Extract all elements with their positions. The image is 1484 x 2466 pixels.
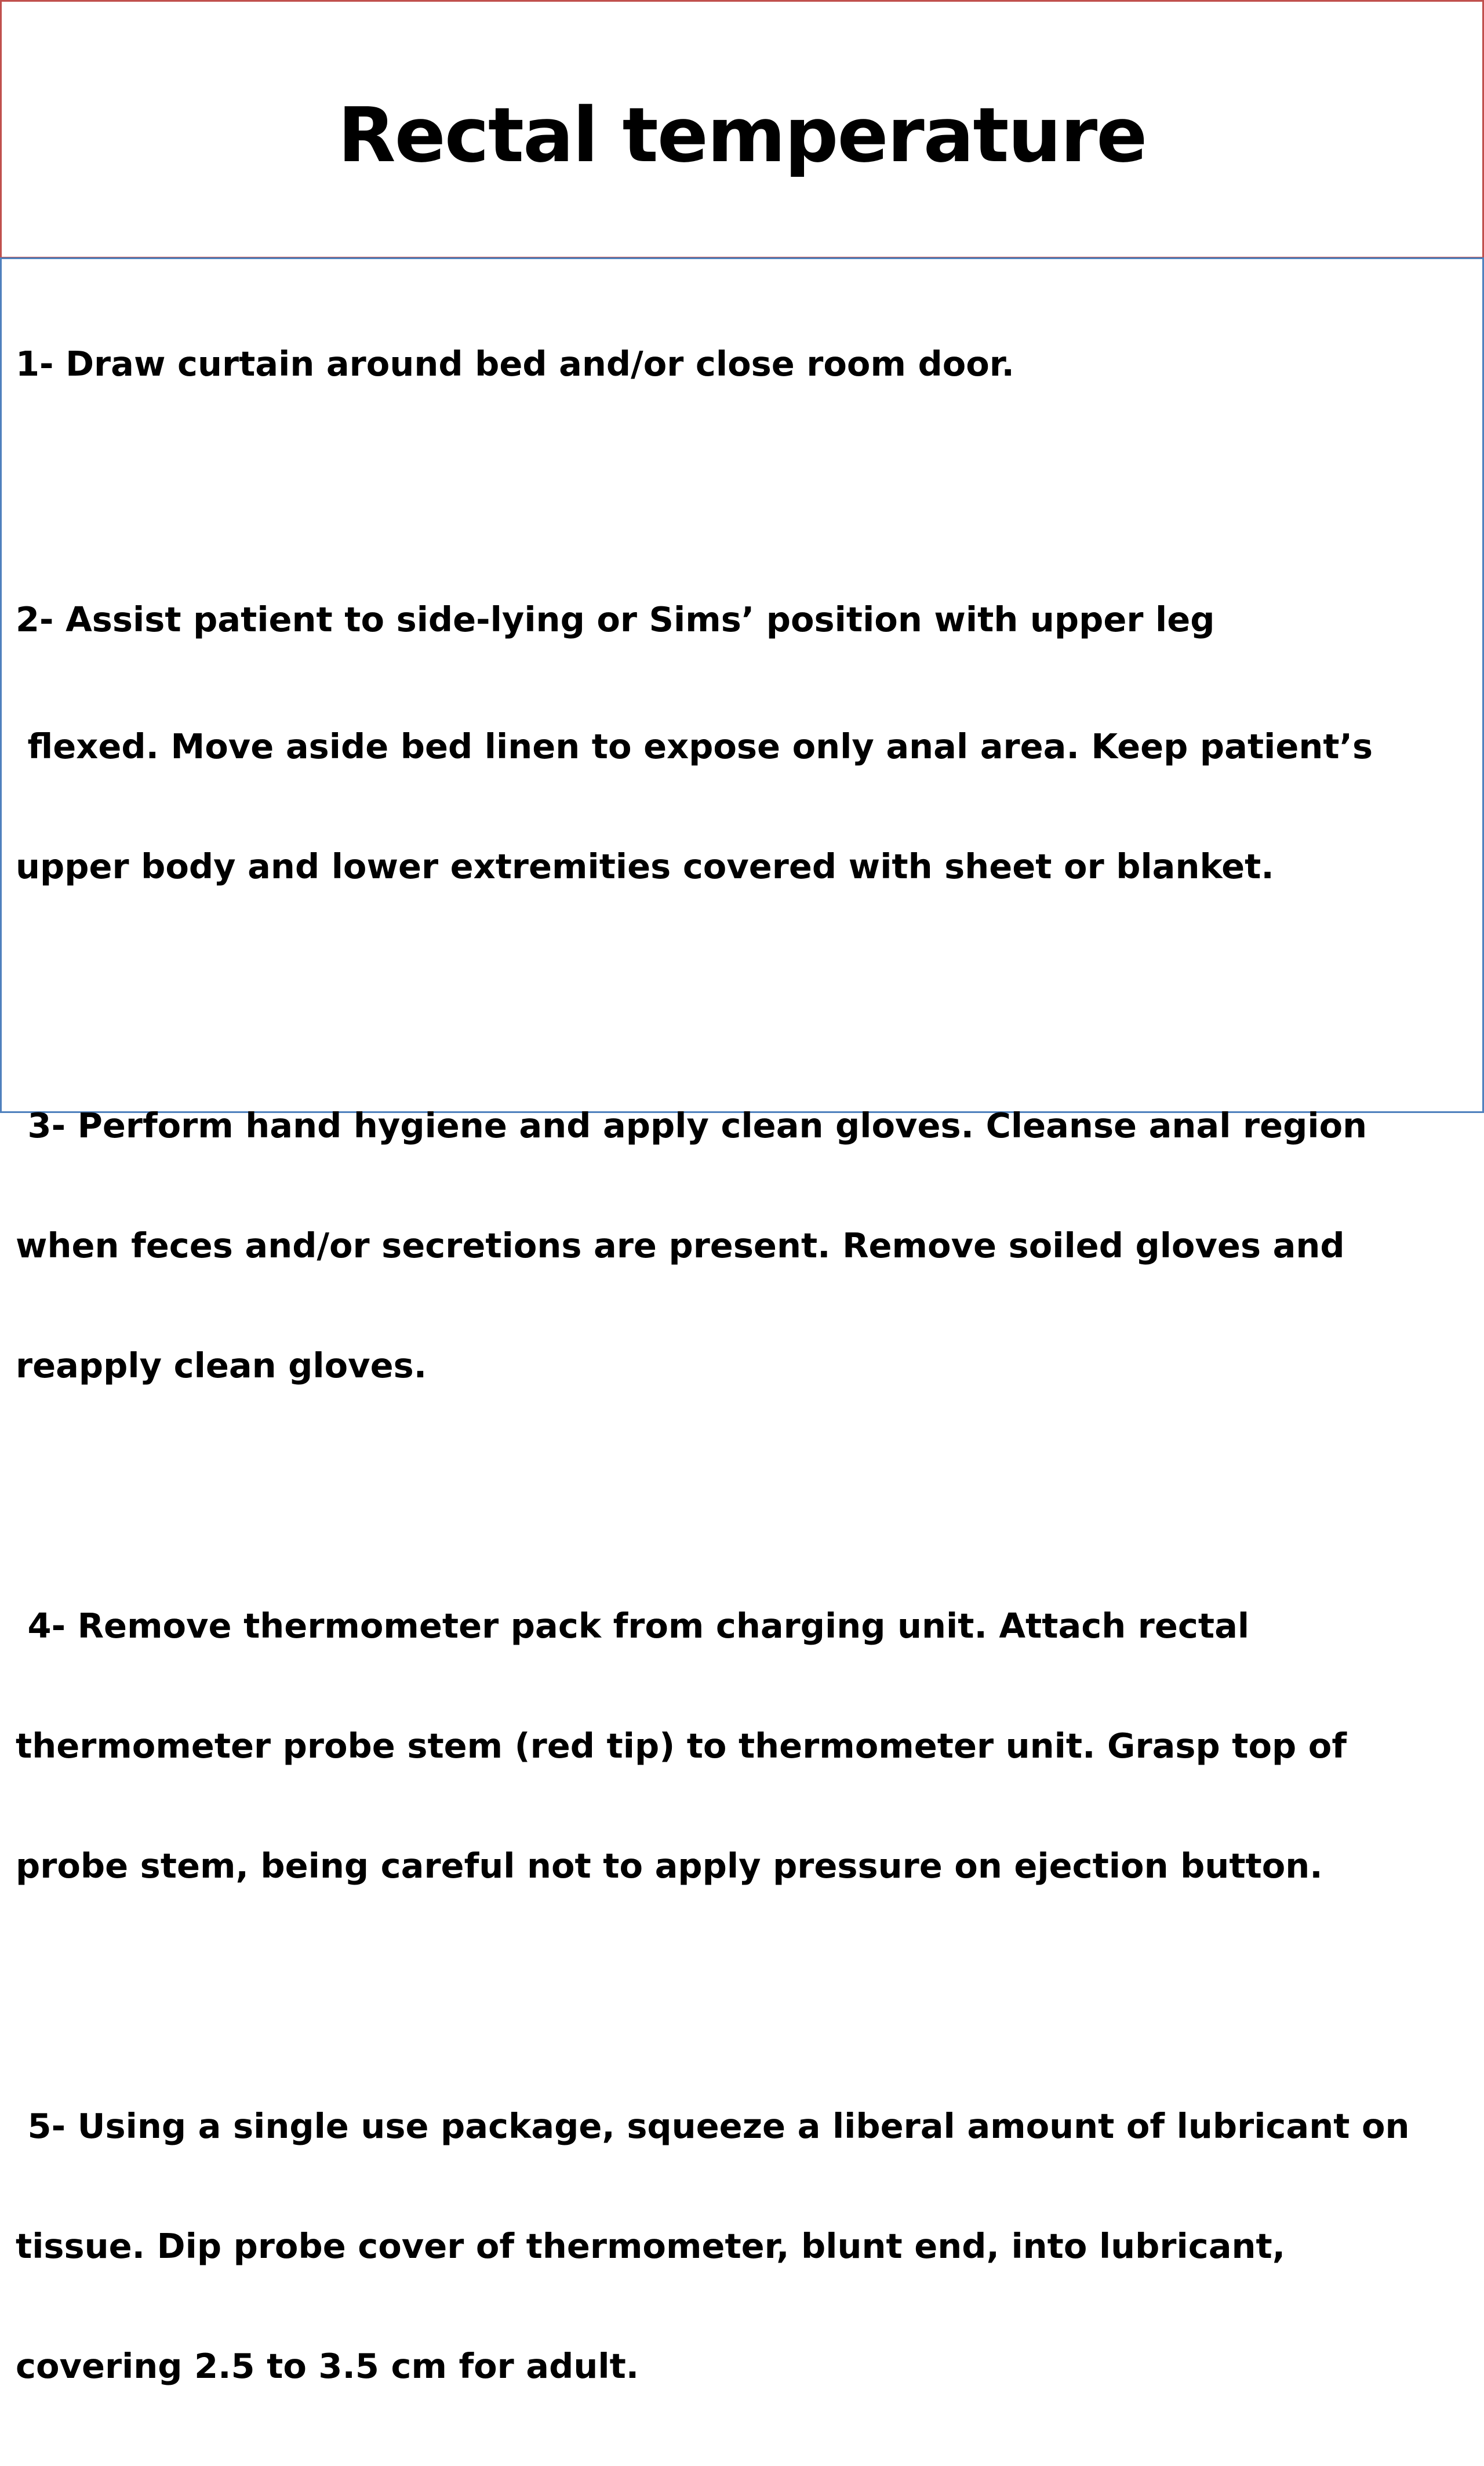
slide-title: Rectal temperature xyxy=(337,91,1147,179)
step-3-line-2: when feces and/or secretions are present. Remove soiled gloves and xyxy=(16,1225,1345,1265)
step-2-line-3: upper body and lower extremities covered with sheet or blanket. xyxy=(16,846,1274,886)
step-4-line-1: 4- Remove thermometer pack from charging unit. Attach rectal xyxy=(16,1606,1250,1646)
step-1 xyxy=(16,264,1471,464)
step-1-line-1: 1- Draw curtain around bed and/or close room door. xyxy=(16,344,1014,384)
step-2-line-1: 2- Assist patient to side-lying or Sims’ position with upper leg xyxy=(16,599,1215,639)
step-5-line-2: tissue. Dip probe cover of thermometer, blunt end, into lubricant, xyxy=(16,2226,1286,2266)
step-5-line-3: covering 2.5 to 3.5 cm for adult. xyxy=(16,2346,639,2386)
step-2-line-2: flexed. Move aside bed linen to expose only anal area. Keep patient’s xyxy=(16,726,1373,766)
step-3-line-1: 3- Perform hand hygiene and apply clean gloves. Cleanse anal region xyxy=(16,1105,1367,1145)
step-3 xyxy=(16,1025,1471,1465)
step-4-line-3: probe stem, being careful not to apply pressure on ejection button. xyxy=(16,1846,1323,1886)
step-2 xyxy=(16,519,1471,966)
title-placeholder xyxy=(0,0,1484,259)
step-4-line-2: thermometer probe stem (red tip) to thermometer unit. Grasp top of xyxy=(16,1726,1347,1766)
step-3-line-3: reapply clean gloves. xyxy=(16,1345,427,1385)
step-5-line-1: 5- Using a single use package, squeeze a liberal amount of lubricant on xyxy=(16,2106,1410,2146)
step-5 xyxy=(16,2026,1471,2466)
content-placeholder xyxy=(0,257,1484,2386)
step-4 xyxy=(16,1526,1471,1966)
